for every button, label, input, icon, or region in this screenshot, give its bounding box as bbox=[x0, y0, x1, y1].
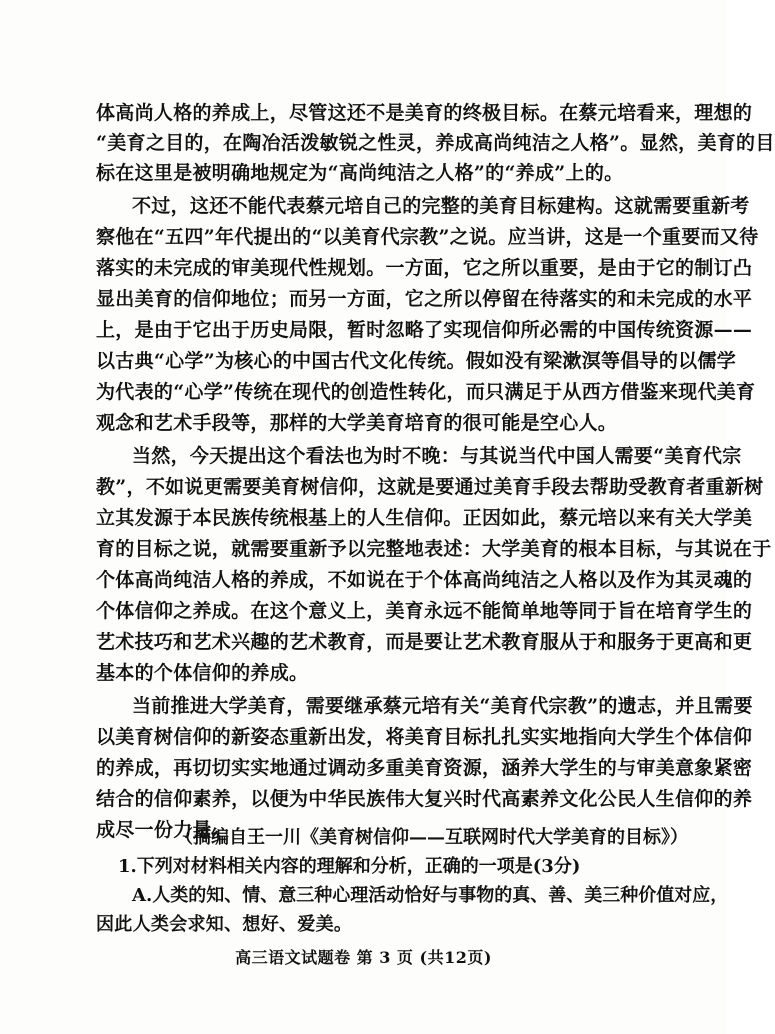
option-a-line: A.人类的知、情、意三种心理活动恰好与事物的真、善、美三种价值对应， bbox=[132, 885, 729, 906]
text-line: 立其发源于本民族传统根基上的人生信仰。正因如此，蔡元培以来有关大学美 bbox=[96, 507, 753, 529]
source-citation: （摘编自王一川《美育树信仰——互联网时代大学美育的目标》） bbox=[175, 827, 688, 848]
page-footer: 高三语文试题卷 第 3 页 (共12页) bbox=[235, 948, 492, 967]
text-line: 标在这里是被明确地规定为“高尚纯洁之人格”的“养成”上的。 bbox=[96, 162, 624, 184]
text-line: 育的目标之说，就需要重新予以完整地表述：大学美育的根本目标，与其说在于 bbox=[96, 538, 772, 560]
text-line: 当前推进大学美育，需要继承蔡元培有关“美育代宗教”的遗志，并且需要 bbox=[132, 695, 753, 717]
text-line: “美育之目的，在陶冶活泼敏锐之性灵，养成高尚纯洁之人格”。显然，美育的目 bbox=[96, 132, 775, 154]
option-a-line: 因此人类会求知、想好、爱美。 bbox=[96, 914, 353, 935]
text-line: 察他在“五四”年代提出的“以美育代宗教”之说。应当讲，这是一个重要而又待 bbox=[96, 226, 759, 248]
text-line: 为代表的“心学”传统在现代的创造性转化，而只满足于从西方借鉴来现代美育 bbox=[96, 381, 756, 403]
text-line: 基本的个体信仰的养成。 bbox=[96, 662, 309, 684]
text-line: 落实的未完成的审美现代性规划。一方面，它之所以重要，是由于它的制订凸 bbox=[96, 257, 753, 279]
text-line: 以古典“心学”为核心的中国古代文化传统。假如没有梁漱溟等倡导的以儒学 bbox=[96, 350, 737, 372]
text-line: 的养成，再切切实实地通过调动多重美育资源，涵养大学生的与审美意象紧密 bbox=[96, 757, 753, 779]
question-1: 1.下列对材料相关内容的理解和分析，正确的一项是(3分) bbox=[118, 856, 581, 877]
text-line: 不过，这还不能代表蔡元培自己的完整的美育目标建构。这就需要重新考 bbox=[132, 195, 750, 217]
text-line: 上，是由于它出于历史局限，暂时忽略了实现信仰所必需的中国传统资源—— bbox=[96, 319, 753, 341]
text-line: 个体高尚纯洁人格的养成，不如说在于个体高尚纯洁之人格以及作为其灵魂的 bbox=[96, 569, 753, 591]
text-line: 以美育树信仰的新姿态重新出发，将美育目标扎扎实实地指向大学生个体信仰 bbox=[96, 726, 753, 748]
text-line: 成尽一份力量。 bbox=[96, 819, 232, 841]
text-line: 教”，不如说更需要美育树信仰，这就是要通过美育手段去帮助受教育者重新树 bbox=[96, 476, 764, 498]
text-line: 结合的信仰素养，以便为中华民族伟大复兴时代高素养文化公民人生信仰的养 bbox=[96, 788, 753, 810]
text-line: 艺术技巧和艺术兴趣的艺术教育，而是要让艺术教育服从于和服务于更高和更 bbox=[96, 631, 753, 653]
text-line: 体高尚人格的养成上，尽管这还不是美育的终极目标。在蔡元培看来，理想的 bbox=[96, 102, 753, 124]
text-line: 显出美育的信仰地位；而另一方面，它之所以停留在待落实的和未完成的水平 bbox=[96, 288, 753, 310]
text-line: 个体信仰之养成。在这个意义上，美育永远不能简单地等同于旨在培育学生的 bbox=[96, 600, 753, 622]
text-line: 当然，今天提出这个看法也为时不晚：与其说当代中国人需要“美育代宗 bbox=[132, 445, 742, 467]
text-line: 观念和艺术手段等，那样的大学美育培育的很可能是空心人。 bbox=[96, 412, 618, 434]
